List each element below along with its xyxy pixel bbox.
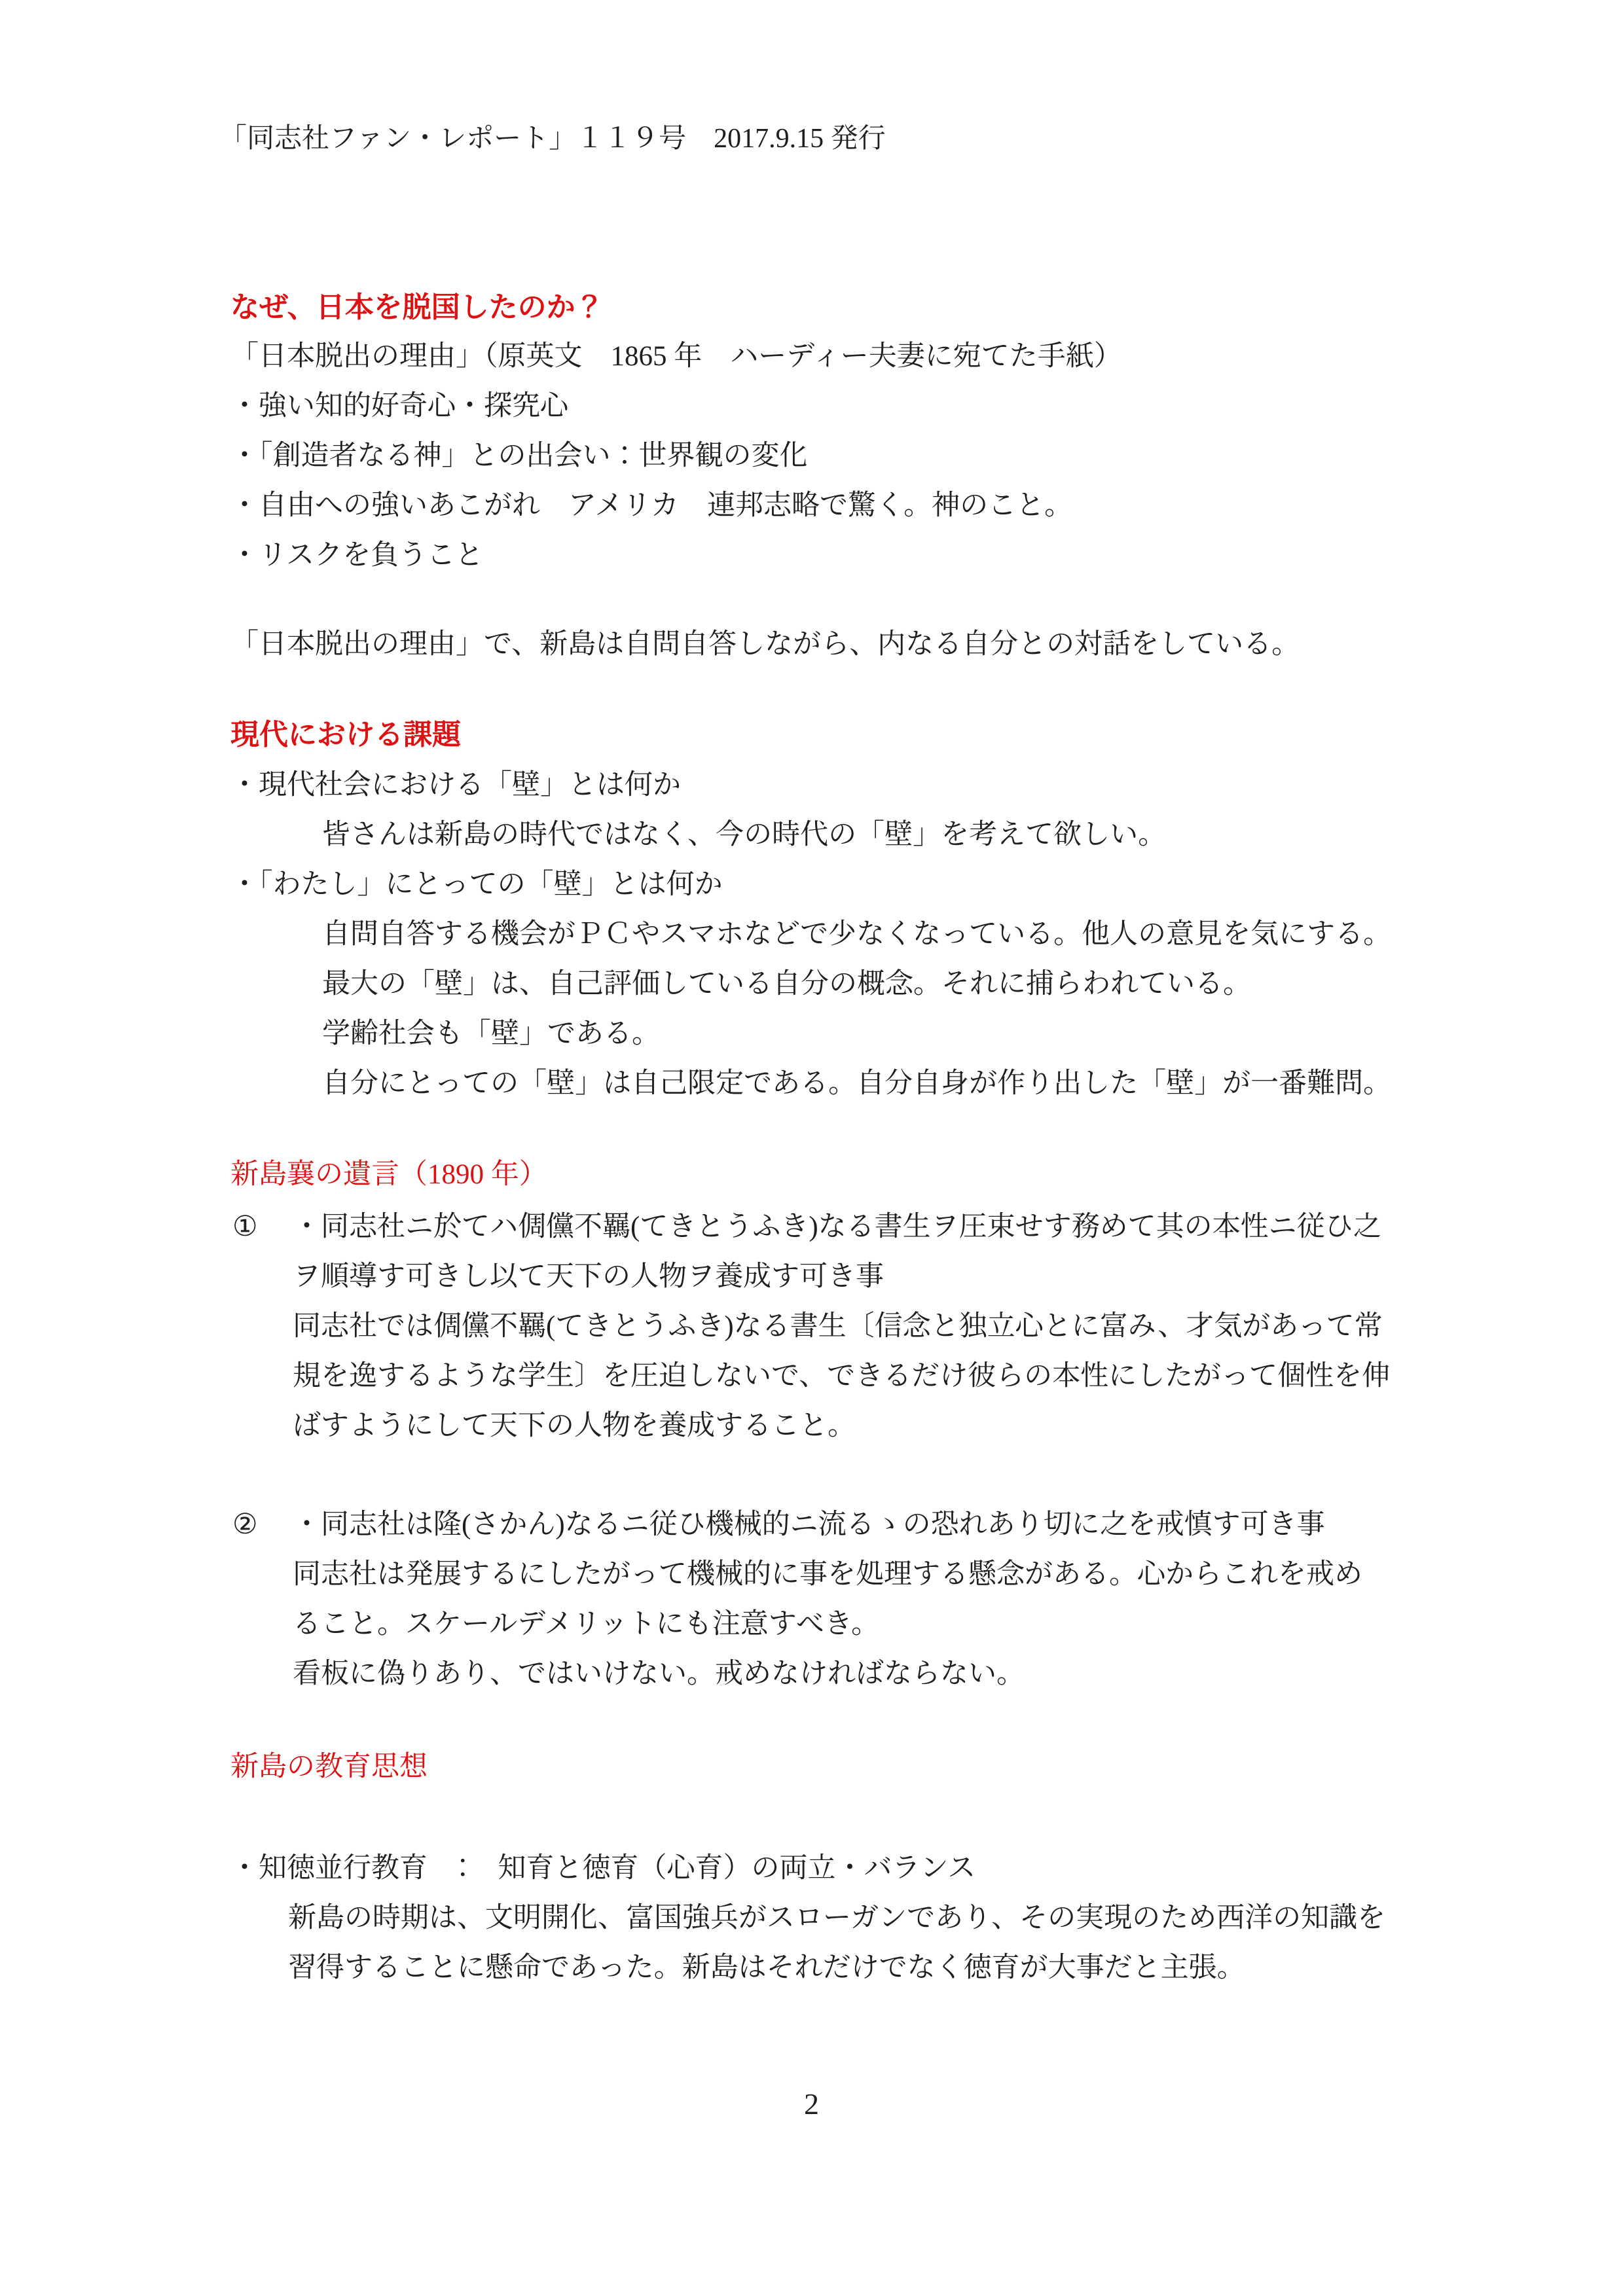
testament-item-1-marker: ①: [232, 1211, 258, 1242]
modern-issues-line: 皆さんは新島の時代ではなく、今の時代の「壁」を考えて欲しい。: [322, 819, 1167, 850]
modern-issues-line: 自分にとっての「壁」は自己限定である。自分自身が作り出した「壁」が一番難問。: [322, 1068, 1392, 1099]
modern-issues-line: 最大の「壁」は、自己評価している自分の概念。それに捕らわれている。: [322, 969, 1251, 999]
escape-reason-bullet: ・自由への強いあこがれ アメリカ 連邦志略で驚く。神のこと。: [230, 490, 1073, 521]
testament-line: 同志社は発展するにしたがって機械的に事を処理する懸念がある。心からこれを戒め: [293, 1559, 1362, 1590]
testament-item-2-body: [293, 1500, 1362, 1699]
escape-reason-intro: 「日本脱出の理由」（原英文 1865 年 ハーディー夫妻に宛てた手紙）: [230, 341, 1122, 372]
escape-reason-bullet: ・強い知的好奇心・探究心: [230, 391, 568, 422]
modern-issues-line: 自問自答する機会がＰＣやスマホなどで少なくなっている。他人の意見を気にする。: [322, 919, 1392, 950]
modern-issues-line: ・現代社会における「壁」とは何か: [230, 770, 681, 800]
testament-line: ばすようにして天下の人物を養成すること。: [293, 1410, 856, 1441]
testament-item-2: [232, 1500, 1362, 1699]
modern-issues-body: [230, 761, 1391, 1109]
testament-line: 規を逸するような学生〕を圧迫しないで、できるだけ彼らの本性にしたがって個性を伸: [293, 1361, 1391, 1391]
testament-line: 看板に偽りあり、ではいけない。戒めなければならない。: [293, 1659, 1025, 1689]
section-heading-modern-issues: 現代における課題: [230, 719, 461, 751]
education-philosophy-line: 新島の時期は、文明開化、富国強兵がスローガンであり、その実現のため西洋の知識を: [288, 1903, 1386, 1933]
escape-reason-bullet: ・「創造者なる神」との出会い：世界観の変化: [230, 440, 808, 471]
modern-issues-line: 学齢社会も「壁」である。: [322, 1018, 660, 1049]
testament-item-1-body: [293, 1202, 1390, 1451]
escape-reason-body: [230, 332, 1122, 581]
section-heading-escape-reason: なぜ、日本を脱国したのか？: [230, 291, 604, 323]
section-heading-education-philosophy: 新島の教育思想: [230, 1751, 428, 1782]
testament-line: ヲ順導す可きし以て天下の人物ヲ養成す可き事: [293, 1261, 884, 1292]
testament-line: ・同志社ニ於てハ倜儻不羈(てきとうふき)なる書生ヲ圧束せす務めて其の本性ニ従ひ之: [293, 1211, 1381, 1242]
education-philosophy-body: [230, 1844, 1385, 1993]
testament-item-1: [232, 1202, 1390, 1451]
page-number: 2: [804, 2087, 819, 2121]
testament-line: ・同志社は隆(さかん)なるニ従ひ機械的ニ流るゝの恐れあり切に之を戒慎す可き事: [293, 1509, 1325, 1540]
testament-line: 同志社では倜儻不羈(てきとうふき)なる書生〔信念と独立心とに富み、才気があって常: [293, 1311, 1383, 1342]
education-philosophy-line: 習得することに懸命であった。新島はそれだけでなく徳育が大事だと主張。: [288, 1952, 1245, 1983]
modern-issues-line: ・「わたし」にとっての「壁」とは何か: [230, 869, 723, 900]
newsletter-header-title: 「同志社ファン・レポート」１１９号 2017.9.15 発行: [219, 124, 886, 154]
escape-reason-bullet: ・リスクを負うこと: [230, 540, 484, 571]
testament-item-2-marker: ②: [232, 1509, 258, 1540]
escape-reason-summary: 「日本脱出の理由」で、新島は自問自答しながら、内なる自分との対話をしている。: [230, 629, 1300, 660]
section-heading-testament: 新島襄の遺言（1890 年）: [230, 1159, 547, 1190]
education-philosophy-line: ・知徳並行教育 ： 知育と徳育（心育）の両立・バランス: [230, 1853, 976, 1884]
testament-line: ること。スケールデメリットにも注意すべき。: [293, 1609, 880, 1640]
